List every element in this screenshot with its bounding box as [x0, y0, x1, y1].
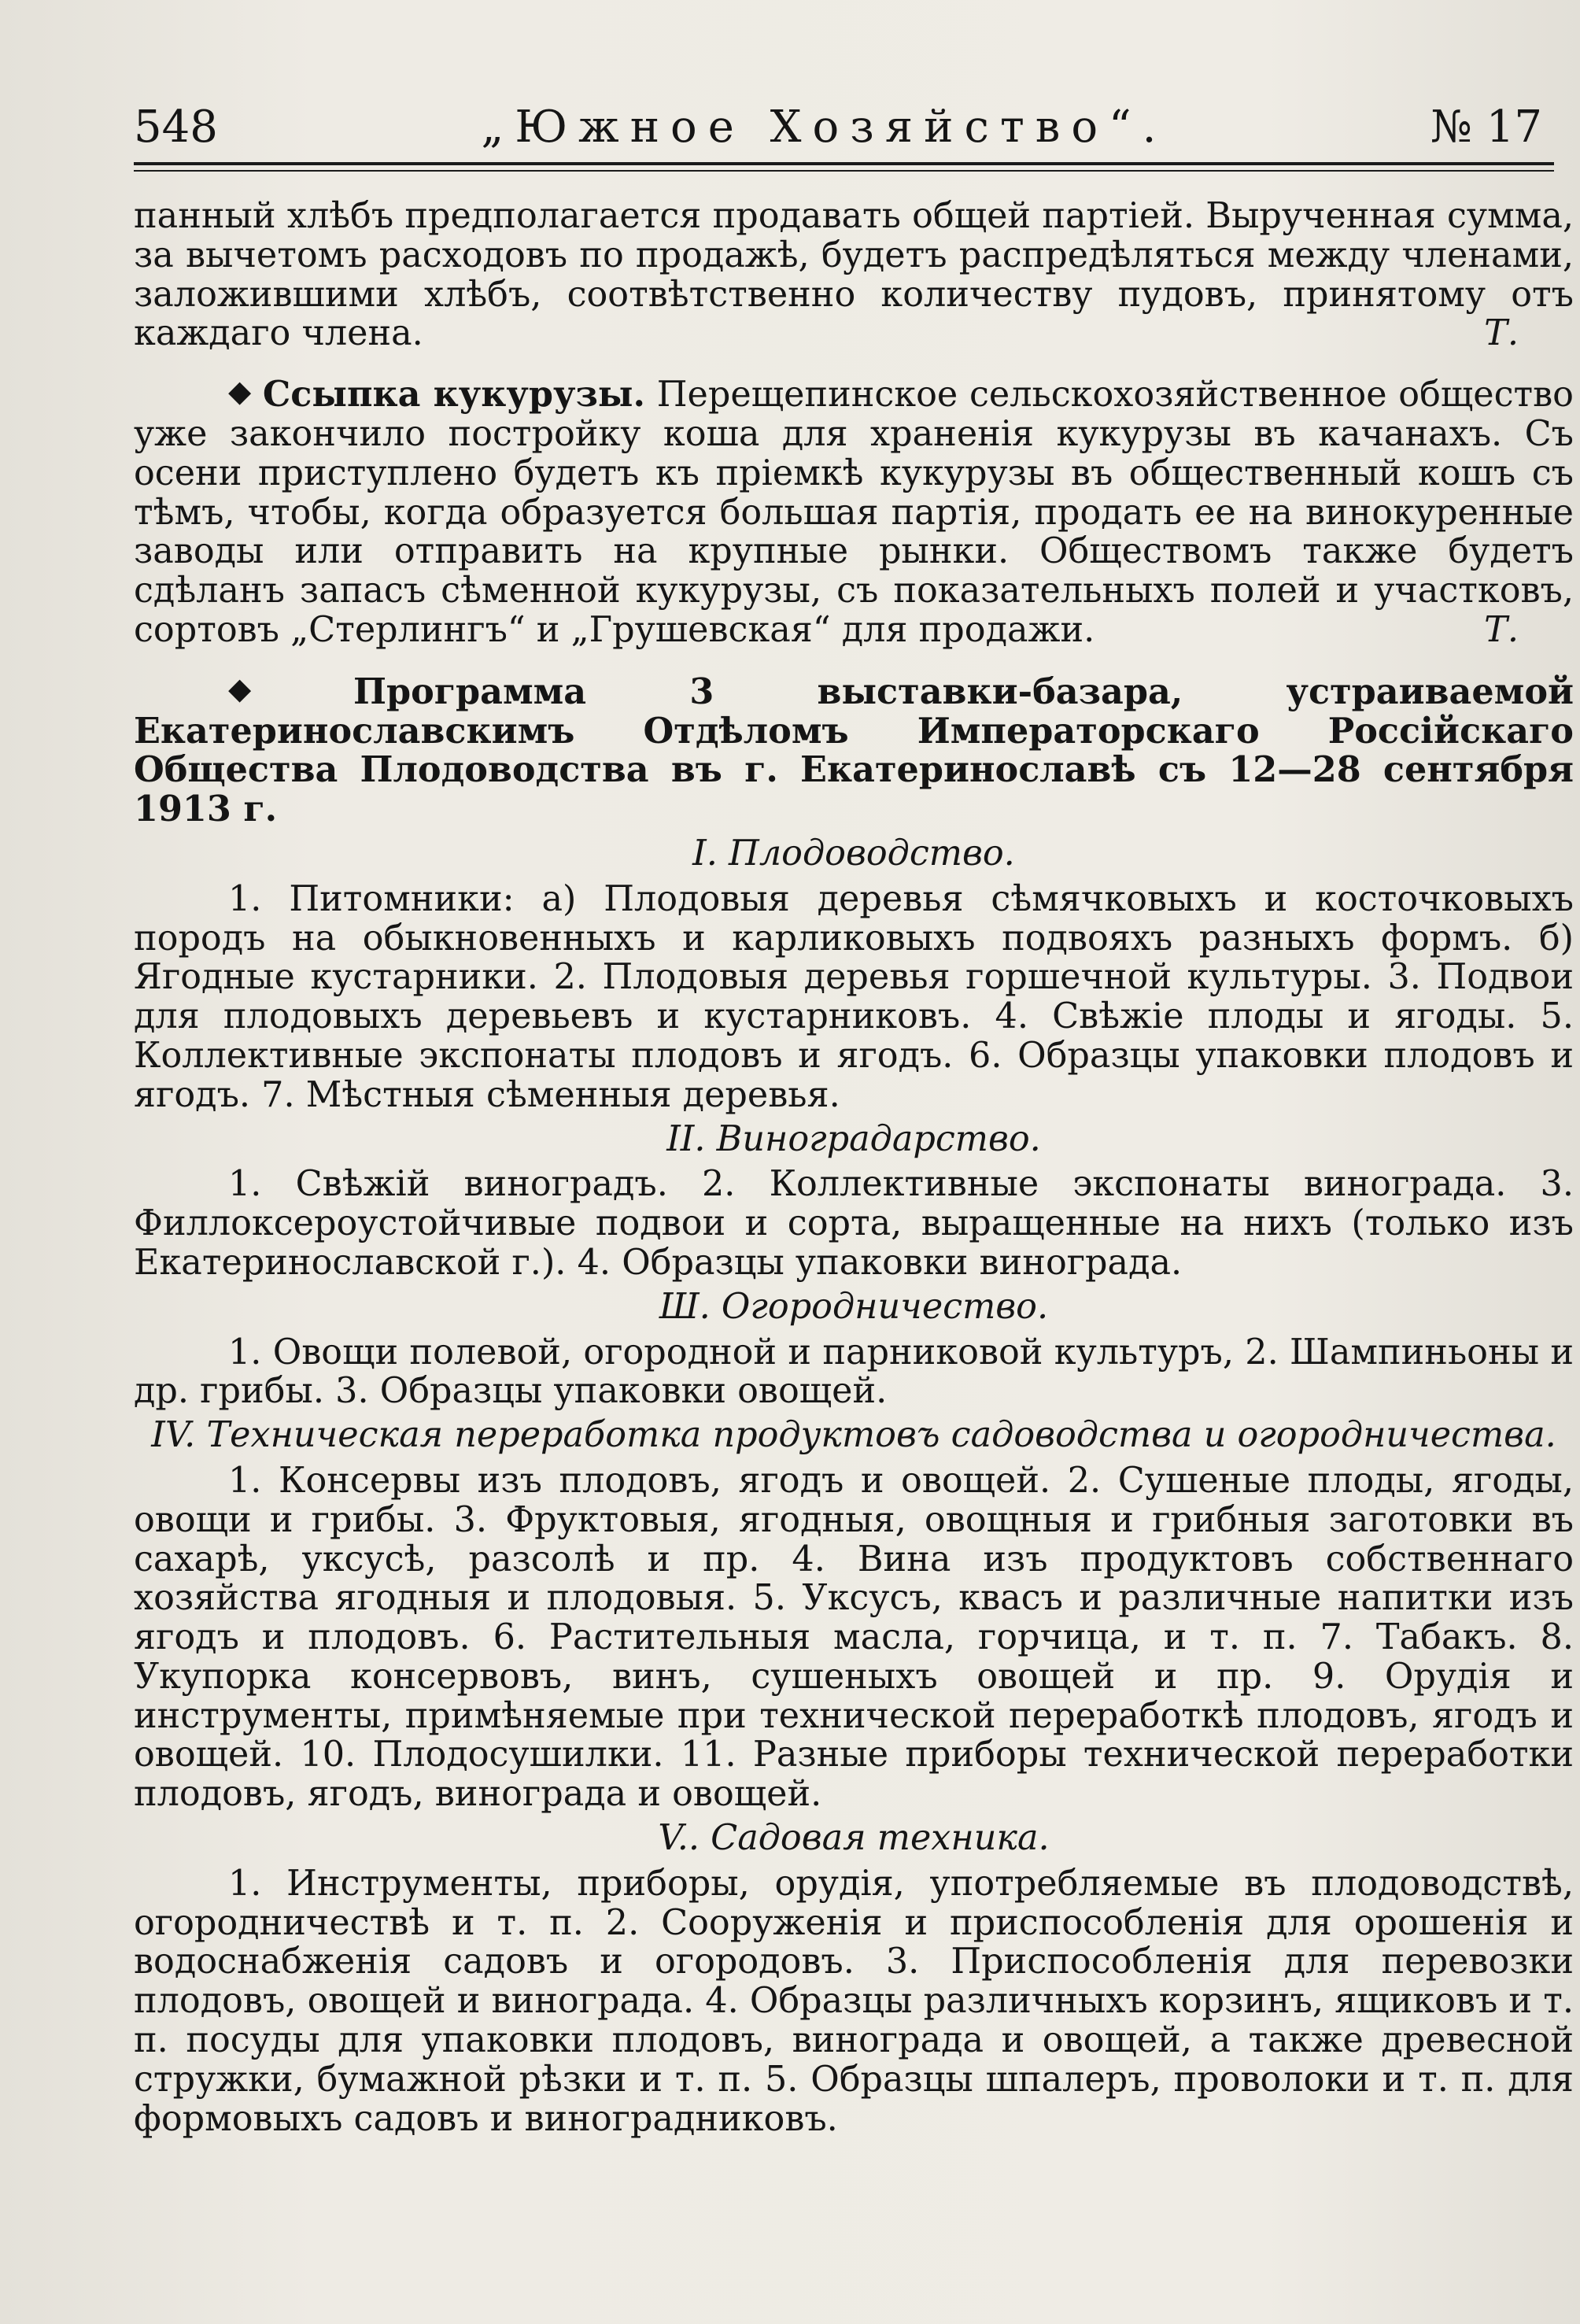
section-text: 1. Овощи полевой, огородной и парниковой культуръ, 2. Шампиньоны и др. грибы. 3. Образцы упаковки овощей. — [134, 1332, 1574, 1412]
issue-number: № 17 — [1430, 102, 1542, 153]
section-text: 1. Свѣжій виноградъ. 2. Коллективные экспонаты винограда. 3. Филлоксероустойчивые подвои и сорта, выращенные на нихъ (только изъ Екатеринославской г.). 4. Образцы упаковки винограда. — [134, 1164, 1574, 1283]
section-title: II. Виноградарство. — [666, 1118, 1041, 1159]
section-text: 1. Питомники: а) Плодовыя деревья сѣмячковыхъ и косточковыхъ породъ на обыкновенныхъ и карликовыхъ подвояхъ разныхъ формъ. б) Ягодные кустарники. 2. Плодовыя деревья горшечной культуры. 3. Подвои для плодовыхъ деревьевъ и кустарниковъ. 4. Свѣжіе плоды и ягоды. 5. Коллективные экспонаты плодовъ и ягодъ. 6. Образцы упаковки плодовъ и ягодъ. 7. Мѣстныя сѣменныя деревья. — [134, 878, 1574, 1115]
header-rule — [134, 162, 1554, 165]
bullet-arrow-icon: ◆ — [228, 670, 342, 706]
author-sign: Т. — [1484, 609, 1519, 650]
paragraph-continued: панный хлѣбъ предполагается продавать общей партіей. Вырученная сумма, за вычетомъ расходовъ по продажѣ, будетъ распредѣляться между членами, заложившими хлѣбъ, соотвѣтственно количеству пудовъ, принятому отъ каждаго члена. — [134, 196, 1574, 354]
page-header — [134, 102, 1542, 153]
page-body — [134, 197, 1574, 2138]
program-heading: ◆ Программа 3 выставки-базара, устраиваемой Екатеринославскимъ Отдѣломъ Императорскаго Россійскаго Общества Плодоводства въ г. Екатеринославѣ съ 12—28 сентября 1913 г. — [134, 670, 1574, 830]
section-title: V.. Садовая техника. — [658, 1818, 1050, 1859]
section-text: 1. Инструменты, приборы, орудія, употребляемые въ плодоводствѣ, огородничествѣ и т. п. 2. Сооруженія и приспособленія для орошенія и водоснабженія садовъ и огородовъ. 3. Приспособленія для перевозки плодовъ, овощей и винограда. 4. Образцы различныхъ корзинъ, ящиковъ и т. п. посуды для упаковки плодовъ, винограда и овощей, а также древесной стружки, бумажной рѣзки и т. п. 5. Образцы шпалеръ, проволоки и т. п. для формовыхъ садовъ и виноградниковъ. — [134, 1863, 1574, 2139]
article-title: Ссыпка кукурузы. — [262, 374, 645, 416]
article-kukuruza — [134, 372, 1574, 650]
page-number: 548 — [134, 102, 218, 153]
article-text: Перещепинское сельскохозяйственное общество уже закончило постройку коша для храненія кукурузы въ качанахъ. Съ осени приступлено будетъ къ пріемкѣ кукурузы въ общественный кошъ съ тѣмъ, чтобы, когда образуется большая партія, продать ее на винокуренные заводы или отправить на крупные рынки. Обществомъ также будетъ сдѣланъ запасъ сѣменной кукурузы, съ показательныхъ полей и участковъ, сортовъ „Стерлингъ“ и „Грушевская“ для продажи. — [134, 375, 1574, 650]
header-rule-thin — [134, 170, 1554, 172]
journal-title: „Южное Хозяйство“. — [481, 102, 1168, 153]
author-sign: Т. — [1484, 313, 1519, 354]
section-title: I. Плодоводство. — [692, 833, 1015, 874]
bullet-arrow-icon: ◆ — [228, 374, 252, 409]
section-title: IV. Техническая переработка продуктовъ садоводства и огородничества. — [151, 1415, 1556, 1456]
section-text: 1. Консервы изъ плодовъ, ягодъ и овощей. 2. Сушеные плоды, ягоды, овощи и грибы. 3. Фруктовыя, ягодныя, овощныя и грибныя заготовки въ сахарѣ, уксусѣ, разсолѣ и пр. 4. Вина изъ продуктовъ собственнаго хозяйства ягодныя и плодовыя. 5. Уксусъ, квасъ и различные напитки изъ ягодъ и плодовъ. 6. Растительныя масла, горчица, и т. п. 7. Табакъ. 8. Укупорка консервовъ, винъ, сушеныхъ овощей и пр. 9. Орудія и инструменты, примѣняемые при технической переработкѣ плодовъ, ягодъ и овощей. 10. Плодосушилки. 11. Разные приборы технической переработки плодовъ, ягодъ, винограда и овощей. — [134, 1460, 1574, 1815]
section-title: Ш. Огородничество. — [659, 1286, 1049, 1327]
